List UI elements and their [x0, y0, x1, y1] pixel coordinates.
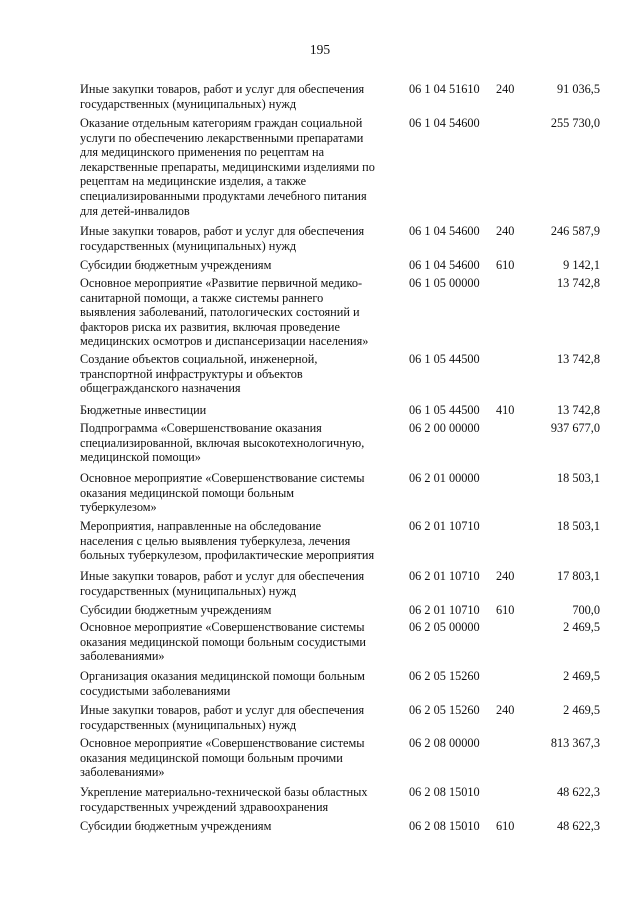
row-amount: 13 742,8 — [556, 403, 600, 417]
row-name-line: факторов риска их развития, включая проведение — [80, 319, 340, 334]
row-name-line: Иные закупки товаров, работ и услуг для обеспечения — [80, 224, 365, 238]
row-amount: 700,0 — [572, 603, 600, 617]
row-amount: 18 503,1 — [556, 519, 600, 533]
row-name — [80, 116, 392, 218]
row-expense-type: 240 — [496, 703, 515, 717]
row-code: 06 2 01 10710 — [409, 603, 480, 617]
row-name-line: населения с целью выявления туберкулеза, лечения — [80, 533, 351, 548]
row-name — [80, 603, 392, 618]
row-name-line: больных туберкулезом, профилактические мероприятия — [80, 548, 375, 563]
row-name-line: для детей-инвалидов — [80, 203, 190, 218]
row-name-line: Иные закупки товаров, работ и услуг для обеспечения — [80, 569, 365, 583]
row-expense-type: 610 — [496, 603, 515, 617]
row-name-line: Основное мероприятие «Развитие первичной медико- — [80, 276, 363, 290]
row-amount: 13 742,8 — [556, 276, 600, 290]
row-amount: 2 469,5 — [563, 620, 600, 634]
row-expense-type: 410 — [496, 403, 515, 417]
row-amount: 255 730,0 — [550, 116, 600, 130]
row-name-line: Мероприятия, направленные на обследование — [80, 519, 322, 533]
row-code: 06 1 05 44500 — [409, 352, 480, 366]
row-name — [80, 819, 392, 834]
row-name — [80, 519, 392, 563]
row-name-line: заболеваниями» — [80, 649, 165, 664]
row-name-line: транспортной инфраструктуры и объектов — [80, 366, 303, 381]
row-name — [80, 224, 392, 253]
row-expense-type: 240 — [496, 82, 515, 96]
row-name — [80, 421, 392, 465]
row-amount: 9 142,1 — [563, 258, 600, 272]
row-name-line: Основное мероприятие «Совершенствование системы — [80, 736, 365, 750]
row-name-line: сосудистыми заболеваниями — [80, 683, 231, 698]
row-amount: 2 469,5 — [563, 703, 600, 717]
row-name-line: государственных (муниципальных) нужд — [80, 717, 297, 732]
row-name-line: Создание объектов социальной, инженерной, — [80, 352, 318, 366]
row-code: 06 2 01 10710 — [409, 519, 480, 533]
row-name-line: государственных учреждений здравоохранения — [80, 799, 329, 814]
row-name-line: оказания медицинской помощи больным — [80, 485, 295, 500]
row-name-line: Организация оказания медицинской помощи больным — [80, 669, 365, 683]
row-code: 06 1 04 54600 — [409, 224, 480, 238]
row-name — [80, 569, 392, 598]
row-amount: 91 036,5 — [556, 82, 600, 96]
row-amount: 18 503,1 — [556, 471, 600, 485]
row-amount: 48 622,3 — [556, 819, 600, 833]
row-name-line: медицинской помощи» — [80, 450, 201, 465]
row-name-line: медицинских осмотров и диспансеризации населения» — [80, 334, 369, 349]
row-name-line: Основное мероприятие «Совершенствование системы — [80, 471, 365, 485]
row-name-line: оказания медицинской помощи больным прочими — [80, 750, 343, 765]
row-expense-type: 240 — [496, 224, 515, 238]
row-name — [80, 785, 392, 814]
row-name — [80, 403, 392, 418]
row-name-line: Субсидии бюджетным учреждениям — [80, 603, 272, 617]
row-name-line: лекарственные препараты, медицинскими изделиями по — [80, 159, 375, 174]
row-name-line: заболеваниями» — [80, 765, 165, 780]
row-amount: 2 469,5 — [563, 669, 600, 683]
row-code: 06 1 04 51610 — [409, 82, 480, 96]
row-name-line: Подпрограмма «Совершенствование оказания — [80, 421, 322, 435]
row-amount: 937 677,0 — [550, 421, 600, 435]
row-name — [80, 620, 392, 664]
row-name-line: государственных (муниципальных) нужд — [80, 583, 297, 598]
row-name-line: выявления заболеваний, патологических состояний и — [80, 305, 360, 320]
row-name — [80, 82, 392, 111]
row-name — [80, 352, 392, 396]
row-name-line: Иные закупки товаров, работ и услуг для обеспечения — [80, 703, 365, 717]
row-code: 06 2 08 00000 — [409, 736, 480, 750]
row-name-line: туберкулезом» — [80, 500, 157, 515]
row-name-line: Основное мероприятие «Совершенствование системы — [80, 620, 365, 634]
row-name — [80, 258, 392, 273]
row-code: 06 2 08 15010 — [409, 785, 480, 799]
row-name-line: Субсидии бюджетным учреждениям — [80, 258, 272, 272]
row-amount: 13 742,8 — [556, 352, 600, 366]
row-expense-type: 610 — [496, 258, 515, 272]
row-name-line: рецептам на медицинские изделия, а также — [80, 174, 307, 189]
row-code: 06 2 01 10710 — [409, 569, 480, 583]
row-code: 06 1 05 00000 — [409, 276, 480, 290]
row-code: 06 2 01 00000 — [409, 471, 480, 485]
row-name — [80, 471, 392, 515]
row-name-line: для медицинского применения по рецептам на — [80, 145, 325, 160]
row-code: 06 2 05 15260 — [409, 669, 480, 683]
row-amount: 813 367,3 — [550, 736, 600, 750]
row-code: 06 1 05 44500 — [409, 403, 480, 417]
row-name-line: Субсидии бюджетным учреждениям — [80, 819, 272, 833]
row-amount: 17 803,1 — [556, 569, 600, 583]
row-name — [80, 669, 392, 698]
row-name-line: общегражданского назначения — [80, 381, 241, 396]
page-number: 195 — [309, 42, 331, 57]
row-name — [80, 736, 392, 780]
row-name-line: государственных (муниципальных) нужд — [80, 238, 297, 253]
row-name-line: оказания медицинской помощи больным сосудистыми — [80, 634, 366, 649]
row-code: 06 1 04 54600 — [409, 116, 480, 130]
row-name-line: санитарной помощи, а также системы раннего — [80, 290, 324, 305]
row-code: 06 2 00 00000 — [409, 421, 480, 435]
row-expense-type: 610 — [496, 819, 515, 833]
row-name-line: услуги по обеспечению лекарственными препаратами — [80, 130, 364, 145]
row-amount: 246 587,9 — [550, 224, 600, 238]
row-code: 06 2 05 15260 — [409, 703, 480, 717]
row-name-line: специализированными продуктами лечебного питания — [80, 188, 367, 203]
row-code: 06 1 04 54600 — [409, 258, 480, 272]
row-expense-type: 240 — [496, 569, 515, 583]
row-name — [80, 703, 392, 732]
row-name-line: Иные закупки товаров, работ и услуг для обеспечения — [80, 82, 365, 96]
row-name — [80, 276, 392, 349]
row-name-line: специализированной, включая высокотехнологичную, — [80, 435, 365, 450]
row-code: 06 2 08 15010 — [409, 819, 480, 833]
row-name-line: Бюджетные инвестиции — [80, 403, 207, 417]
row-name-line: Оказание отдельным категориям граждан социальной — [80, 116, 363, 130]
row-amount: 48 622,3 — [556, 785, 600, 799]
row-name-line: государственных (муниципальных) нужд — [80, 96, 297, 111]
row-name-line: Укрепление материально-технической базы областных — [80, 785, 368, 799]
row-code: 06 2 05 00000 — [409, 620, 480, 634]
